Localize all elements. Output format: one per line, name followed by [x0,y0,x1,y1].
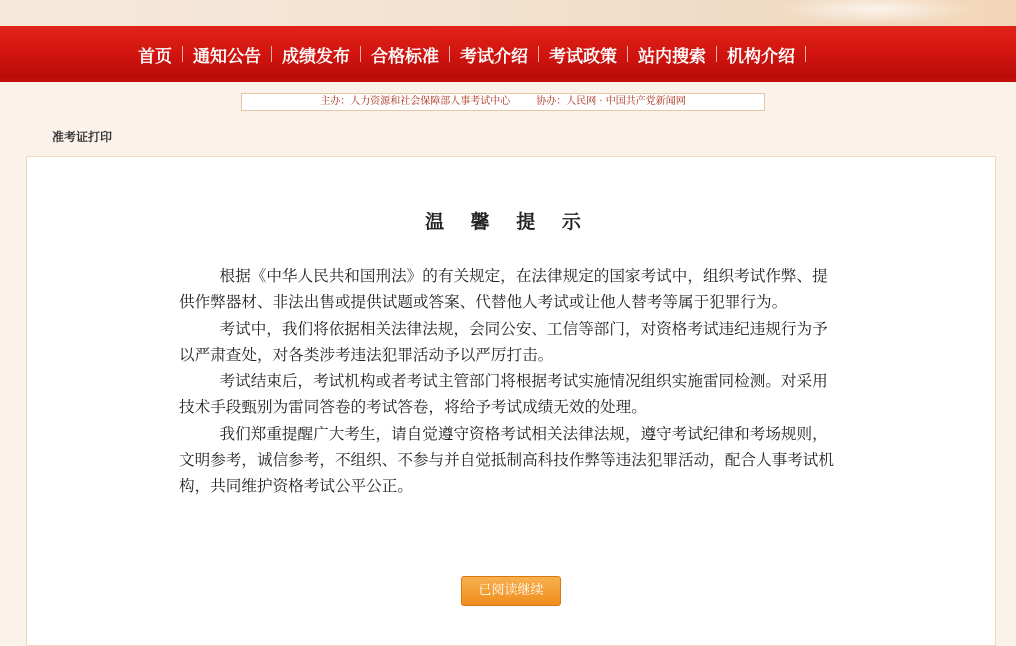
top-banner [0,0,1016,26]
breadcrumb: 准考证打印 [52,130,113,144]
nav-site-search[interactable]: 站内搜索 [638,46,706,67]
notice-paragraph: 我们郑重提醒广大考生，请自觉遵守资格考试相关法律法规，遵守考试纪律和考场规则，文明参考，诚信参考，不组织、不参与并自觉抵制高科技作弊等违法犯罪活动，配合人事考试机构，共同维护资格考试公平公正。 [179,424,834,496]
read-continue-button[interactable]: 已阅读继续 [461,576,561,606]
nav-divider [805,46,806,62]
notice-paragraph: 考试中，我们将依据相关法律法规，会同公安、工信等部门，对资格考试违纪违规行为予以严肃查处，对各类涉考违法犯罪活动予以严厉打击。 [179,319,828,364]
notice-paragraph: 考试结束后，考试机构或者考试主管部门将根据考试实施情况组织实施雷同检测。对采用技术手段甄别为雷同答卷的考试答卷，将给予考试成绩无效的处理。 [179,372,828,417]
notice-content [179,263,841,500]
nav-pass-standard[interactable]: 合格标准 [371,46,439,67]
nav-org-intro[interactable]: 机构介绍 [727,46,795,67]
main-nav [0,26,1016,82]
sponsor-co-host: 协办：人民网 · 中国共产党新闻网 [536,96,686,107]
nav-notices[interactable]: 通知公告 [193,46,261,67]
notice-paragraph: 根据《中华人民共和国刑法》的有关规定，在法律规定的国家考试中，组织考试作弊、提供作弊器材、非法出售或提供试题或答案、代替他人考试或让他人替考等属于犯罪行为。 [179,267,828,312]
nav-items [128,26,806,82]
sponsor-host: 主办：人力资源和社会保障部人事考试中心 [320,96,511,107]
notice-title: 温 馨 提 示 [425,211,591,233]
nav-exam-intro[interactable]: 考试介绍 [460,46,528,67]
nav-exam-policy[interactable]: 考试政策 [549,46,617,67]
sponsor-bar [241,93,765,111]
nav-home[interactable]: 首页 [138,46,172,67]
banner-glow [776,0,976,24]
nav-scores[interactable]: 成绩发布 [282,46,350,67]
